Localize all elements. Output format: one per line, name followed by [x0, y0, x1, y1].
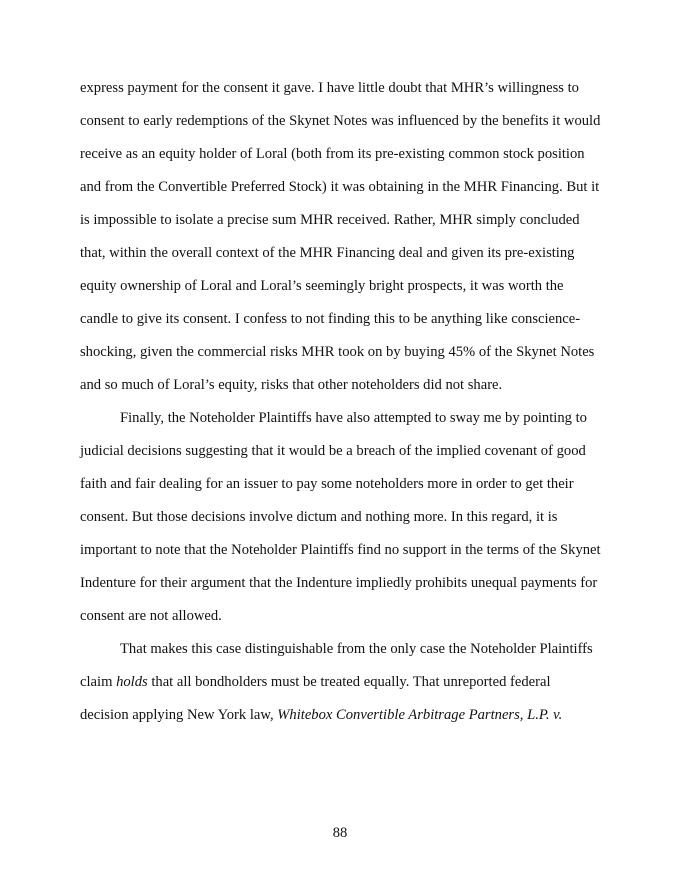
text-run: decision applying New York law,	[80, 707, 278, 723]
text-line: consent to early redemptions of the Skynet Notes was influenced by the benefits it would	[80, 113, 601, 129]
paragraph-2	[80, 406, 605, 637]
text-line: Indenture for their argument that the Indenture impliedly prohibits unequal payments for	[80, 575, 598, 591]
text-line: and so much of Loral’s equity, risks that other noteholders did not share.	[80, 377, 503, 393]
text-line	[80, 670, 605, 703]
page-number: 88	[332, 825, 348, 841]
text-line: shocking, given the commercial risks MHR took on by buying 45% of the Skynet Notes	[80, 344, 595, 360]
text-line: candle to give its consent. I confess to not finding this to be anything like conscience-	[80, 311, 581, 327]
text-run: that all bondholders must be treated equally. That unreported federal	[147, 674, 551, 690]
text-line: Finally, the Noteholder Plaintiffs have also attempted to sway me by pointing to	[120, 410, 587, 426]
case-citation: Whitebox Convertible Arbitrage Partners, L.P. v.	[277, 707, 563, 723]
text-line: faith and fair dealing for an issuer to pay some noteholders more in order to get their	[80, 476, 574, 492]
text-run: claim	[80, 674, 117, 690]
paragraph-1	[80, 76, 605, 406]
text-line: express payment for the consent it gave. I have little doubt that MHR’s willingness to	[80, 80, 579, 96]
paragraph-3	[80, 637, 605, 736]
text-line: consent. But those decisions involve dictum and nothing more. In this regard, it is	[80, 509, 558, 525]
text-line: important to note that the Noteholder Plaintiffs find no support in the terms of the Skynet	[80, 542, 601, 558]
text-line: and from the Convertible Preferred Stock) it was obtaining in the MHR Financing. But it	[80, 179, 600, 195]
text-line: equity ownership of Loral and Loral’s seemingly bright prospects, it was worth the	[80, 278, 564, 294]
text-line: receive as an equity holder of Loral (both from its pre-existing common stock position	[80, 146, 585, 162]
text-line: That makes this case distinguishable from the only case the Noteholder Plaintiffs	[120, 641, 593, 657]
text-line: is impossible to isolate a precise sum MHR received. Rather, MHR simply concluded	[80, 212, 580, 228]
italic-holds: holds	[116, 674, 148, 690]
text-line	[80, 703, 605, 736]
text-line: consent are not allowed.	[80, 608, 222, 624]
opinion-body	[80, 76, 605, 736]
text-line: that, within the overall context of the MHR Financing deal and given its pre-existing	[80, 245, 575, 261]
text-line: judicial decisions suggesting that it would be a breach of the implied covenant of good	[80, 443, 586, 459]
